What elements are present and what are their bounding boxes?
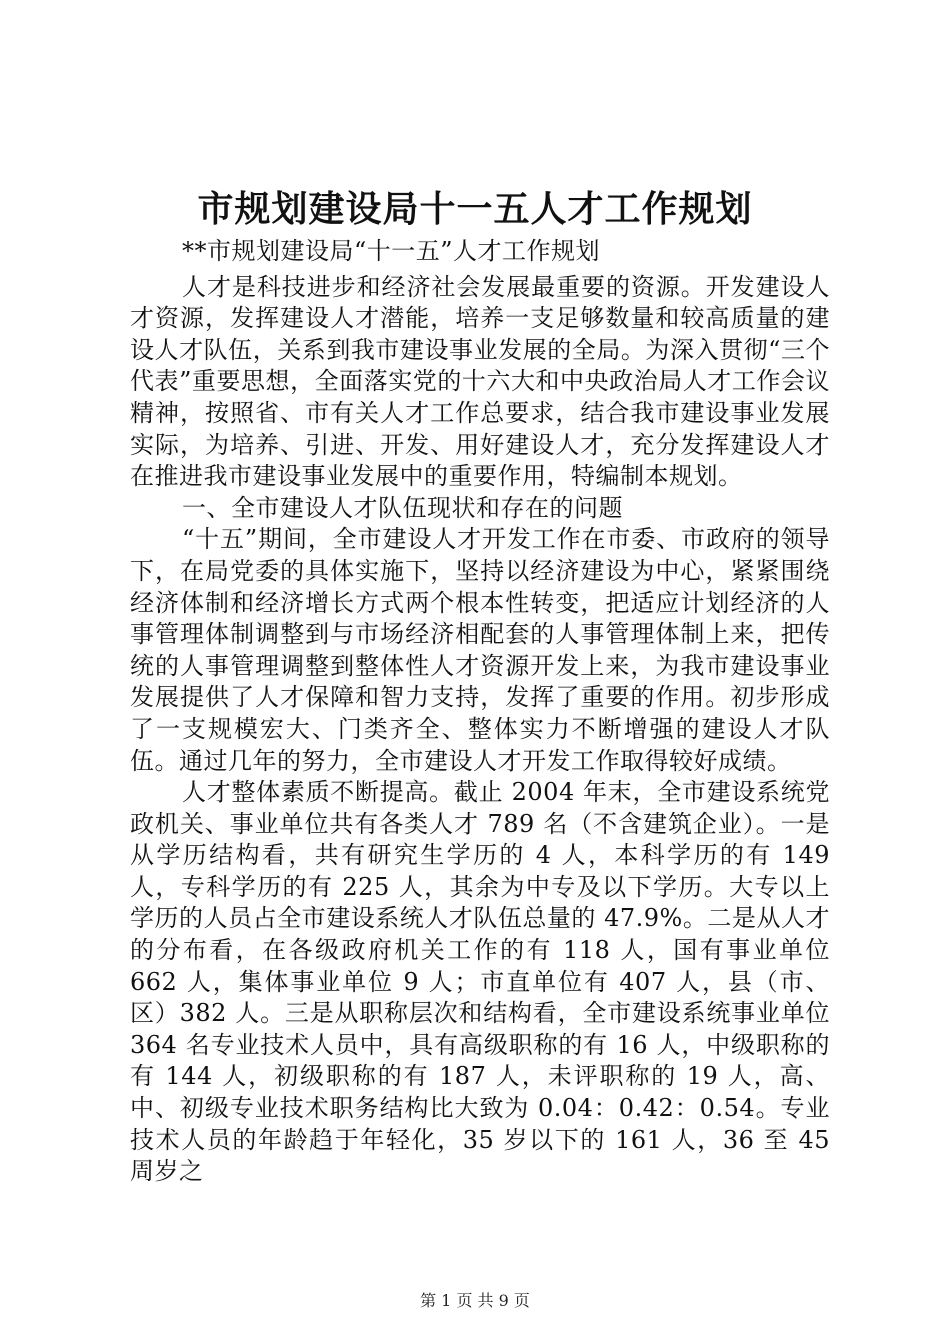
paragraph-review: “十五”期间，全市建设人才开发工作在市委、市政府的领导下，在局党委的具体实施下，坚持以经济建设为中心，紧紧围绕经济体制和经济增长方式两个根本性转变，把适应计划经济的人事管理体制调整到与市场经济相配套的人事管理体制上来，把传统的人事管理调整到整体性人才资源开发上来，为我市建设事业发展提供了人才保障和智力支持，发挥了重要的作用。初步形成了一支规模宏大、门类齐全、整体实力不断增强的建设人才队伍。通过几年的努力，全市建设人才开发工作取得较好成绩。 [130,525,830,775]
section-heading: 一、全市建设人才队伍现状和存在的问题 [182,493,623,522]
paragraph-intro: 人才是科技进步和经济社会发展最重要的资源。开发建设人才资源，发挥建设人才潜能，培养一支足够数量和较高质量的建设人才队伍，关系到我市建设事业发展的全局。为深入贯彻“三个代表”重要思想，全面落实党的十六大和中央政治局人才工作会议精神，按照省、市有关人才工作总要求，结合我市建设事业发展实际，为培养、引进、开发、用好建设人才，充分发挥建设人才在推进我市建设事业发展中的重要作用，特编制本规划。 [130,272,830,491]
page-number-footer: 第 1 页 共 9 页 [420,1291,530,1310]
paragraph-statistics: 人才整体素质不断提高。截止 2004 年末，全市建设系统党政机关、事业单位共有各类人才 789 名（不含建筑企业）。一是从学历结构看，共有研究生学历的 4 人，本科学历的有 149 人，专科学历的有 225 人，其余为中专及以下学历。大专以上学历的人员占全市建设系统人才队伍总量的 47.9%。二是从人才的分布看，在各级政府机关工作的有 118 人，国有事业单位 662 人，集体事业单位 9 人；市直单位有 407 人，县（市、区）382 人。三是从职称层次和结构看，全市建设系统事业单位 364 名专业技术人员中，具有高级职称的有 16 人，中级职称的有 144 人，初级职称的有 187 人，未评职称的 19 人，高、中、初级专业技术职务结构比大致为 0.04：0.42：0.54。专业技术人员的年龄趋于年轻化，35 岁以下的 161 人，36 至 45 周岁之 [130,778,830,1186]
document-title: 市规划建设局十一五人才工作规划 [197,188,753,230]
document-subtitle: **市规划建设局“十一五”人才工作规划 [182,237,601,265]
document-body [130,236,830,1188]
